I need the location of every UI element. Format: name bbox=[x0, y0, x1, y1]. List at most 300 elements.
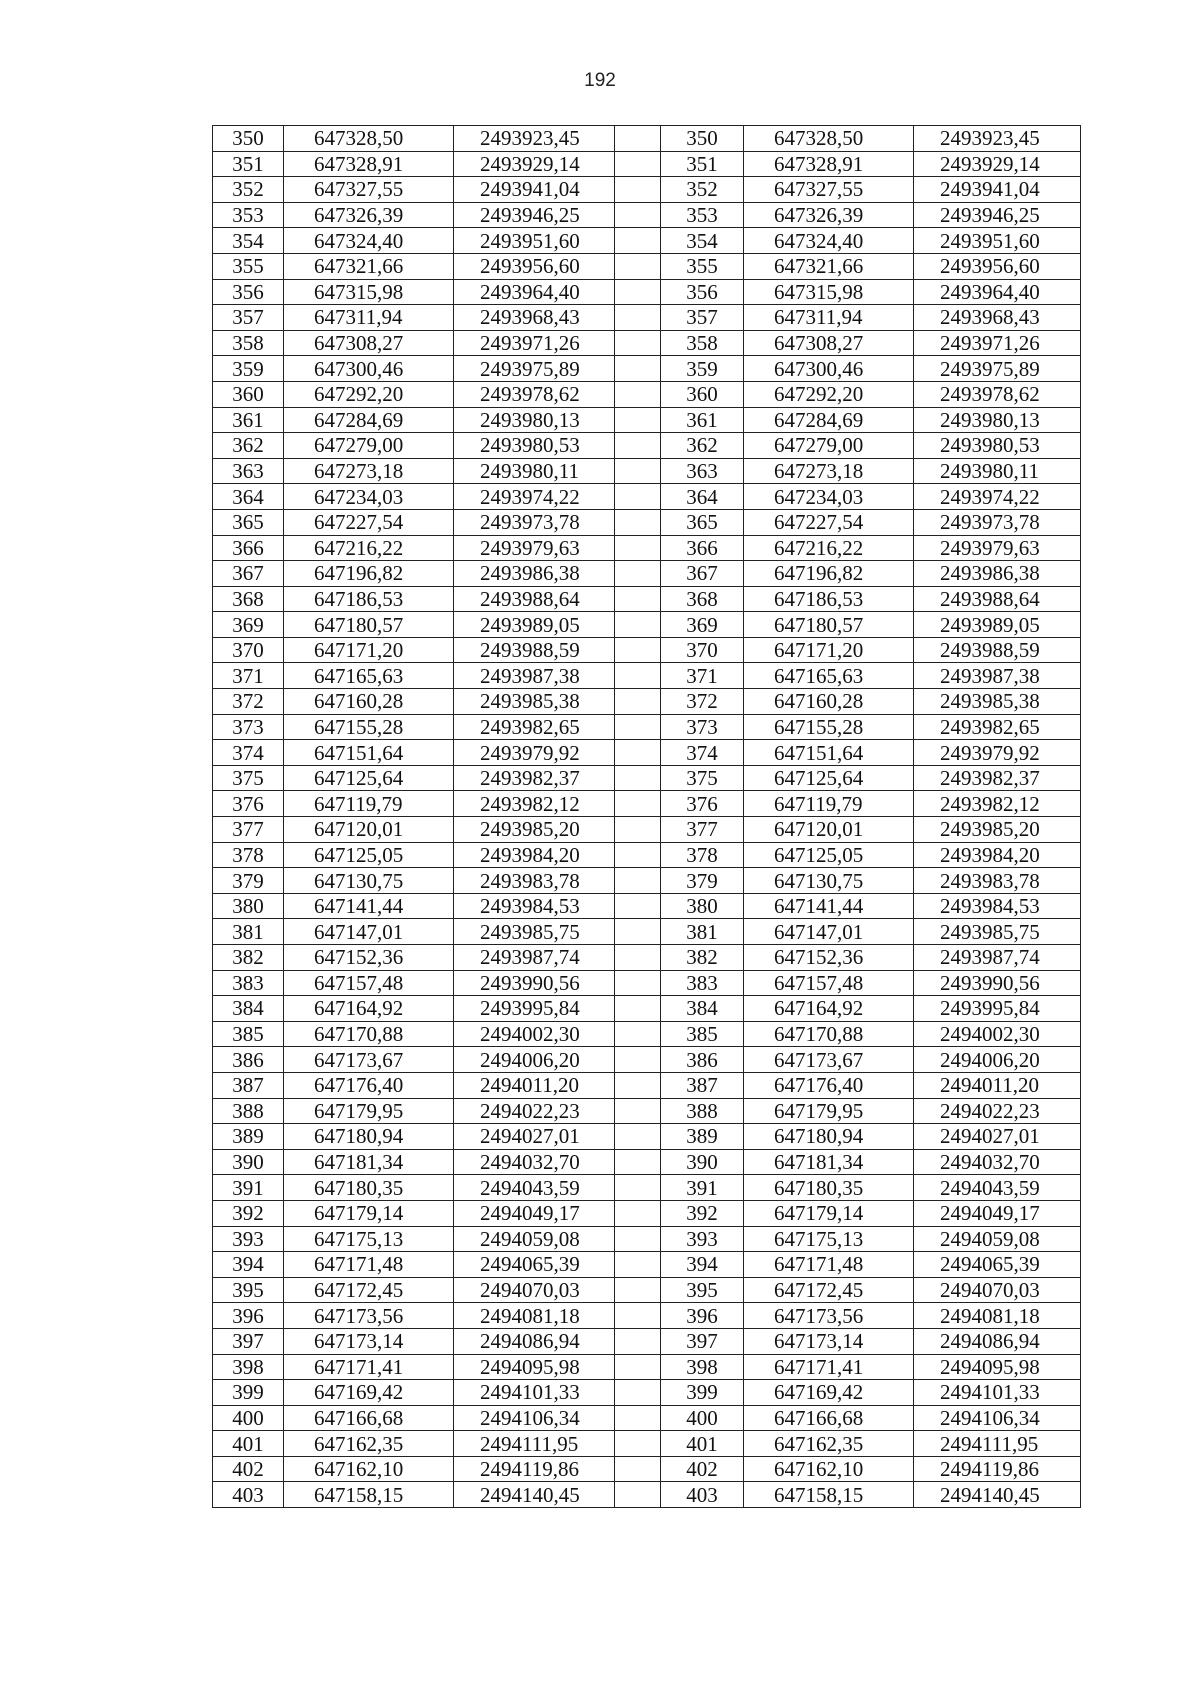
right-x-coordinate: 647180,94 bbox=[744, 1124, 914, 1150]
table-row bbox=[213, 1200, 1081, 1226]
table-row bbox=[213, 637, 1081, 663]
left-y-coordinate: 2493956,60 bbox=[454, 253, 615, 279]
left-y-coordinate: 2494106,34 bbox=[454, 1405, 615, 1431]
left-x-coordinate: 647328,91 bbox=[284, 151, 454, 177]
table-row bbox=[213, 612, 1081, 638]
right-y-coordinate: 2494027,01 bbox=[914, 1124, 1081, 1150]
left-x-coordinate: 647324,40 bbox=[284, 228, 454, 254]
right-point-number: 394 bbox=[661, 1252, 744, 1278]
left-x-coordinate: 647234,03 bbox=[284, 484, 454, 510]
empty-cell bbox=[615, 458, 661, 484]
right-point-number: 385 bbox=[661, 1021, 744, 1047]
table-row bbox=[213, 817, 1081, 843]
right-x-coordinate: 647311,94 bbox=[744, 305, 914, 331]
left-y-coordinate: 2493979,92 bbox=[454, 740, 615, 766]
left-y-coordinate: 2493980,11 bbox=[454, 458, 615, 484]
left-x-coordinate: 647125,64 bbox=[284, 765, 454, 791]
left-point-number: 373 bbox=[213, 714, 284, 740]
table-row bbox=[213, 356, 1081, 382]
left-x-coordinate: 647196,82 bbox=[284, 561, 454, 587]
empty-cell bbox=[615, 663, 661, 689]
left-x-coordinate: 647165,63 bbox=[284, 663, 454, 689]
left-y-coordinate: 2493987,74 bbox=[454, 945, 615, 971]
table-row bbox=[213, 126, 1081, 152]
right-point-number: 388 bbox=[661, 1098, 744, 1124]
left-point-number: 382 bbox=[213, 945, 284, 971]
left-point-number: 394 bbox=[213, 1252, 284, 1278]
left-y-coordinate: 2493995,84 bbox=[454, 996, 615, 1022]
left-y-coordinate: 2494140,45 bbox=[454, 1482, 615, 1508]
empty-cell bbox=[615, 919, 661, 945]
right-y-coordinate: 2493980,53 bbox=[914, 433, 1081, 459]
left-y-coordinate: 2494022,23 bbox=[454, 1098, 615, 1124]
right-y-coordinate: 2494049,17 bbox=[914, 1200, 1081, 1226]
left-x-coordinate: 647292,20 bbox=[284, 381, 454, 407]
right-point-number: 352 bbox=[661, 177, 744, 203]
empty-cell bbox=[615, 305, 661, 331]
table-row bbox=[213, 484, 1081, 510]
table-row bbox=[213, 842, 1081, 868]
right-point-number: 402 bbox=[661, 1456, 744, 1482]
left-point-number: 356 bbox=[213, 279, 284, 305]
table-row bbox=[213, 1405, 1081, 1431]
table-row bbox=[213, 1277, 1081, 1303]
right-point-number: 377 bbox=[661, 817, 744, 843]
left-x-coordinate: 647181,34 bbox=[284, 1149, 454, 1175]
left-point-number: 368 bbox=[213, 586, 284, 612]
right-y-coordinate: 2494106,34 bbox=[914, 1405, 1081, 1431]
right-x-coordinate: 647175,13 bbox=[744, 1226, 914, 1252]
table-row bbox=[213, 945, 1081, 971]
right-y-coordinate: 2493979,92 bbox=[914, 740, 1081, 766]
right-x-coordinate: 647227,54 bbox=[744, 509, 914, 535]
left-x-coordinate: 647180,57 bbox=[284, 612, 454, 638]
coordinates-table bbox=[212, 125, 1081, 1508]
left-y-coordinate: 2494059,08 bbox=[454, 1226, 615, 1252]
left-point-number: 362 bbox=[213, 433, 284, 459]
right-point-number: 393 bbox=[661, 1226, 744, 1252]
table-row bbox=[213, 330, 1081, 356]
empty-cell bbox=[615, 637, 661, 663]
table-row bbox=[213, 1021, 1081, 1047]
left-y-coordinate: 2493990,56 bbox=[454, 970, 615, 996]
empty-cell bbox=[615, 740, 661, 766]
left-point-number: 357 bbox=[213, 305, 284, 331]
right-y-coordinate: 2493988,59 bbox=[914, 637, 1081, 663]
left-y-coordinate: 2494101,33 bbox=[454, 1380, 615, 1406]
right-y-coordinate: 2493984,53 bbox=[914, 893, 1081, 919]
right-point-number: 389 bbox=[661, 1124, 744, 1150]
left-point-number: 378 bbox=[213, 842, 284, 868]
left-x-coordinate: 647155,28 bbox=[284, 714, 454, 740]
right-y-coordinate: 2493980,13 bbox=[914, 407, 1081, 433]
empty-cell bbox=[615, 1226, 661, 1252]
left-y-coordinate: 2493946,25 bbox=[454, 202, 615, 228]
empty-cell bbox=[615, 433, 661, 459]
right-x-coordinate: 647179,14 bbox=[744, 1200, 914, 1226]
left-x-coordinate: 647216,22 bbox=[284, 535, 454, 561]
empty-cell bbox=[615, 1277, 661, 1303]
left-x-coordinate: 647147,01 bbox=[284, 919, 454, 945]
table-row bbox=[213, 177, 1081, 203]
left-point-number: 389 bbox=[213, 1124, 284, 1150]
empty-cell bbox=[615, 1431, 661, 1457]
right-point-number: 368 bbox=[661, 586, 744, 612]
table-row bbox=[213, 919, 1081, 945]
table-row bbox=[213, 433, 1081, 459]
right-x-coordinate: 647162,35 bbox=[744, 1431, 914, 1457]
empty-cell bbox=[615, 1047, 661, 1073]
left-x-coordinate: 647141,44 bbox=[284, 893, 454, 919]
left-x-coordinate: 647171,41 bbox=[284, 1354, 454, 1380]
right-y-coordinate: 2494070,03 bbox=[914, 1277, 1081, 1303]
left-y-coordinate: 2494111,95 bbox=[454, 1431, 615, 1457]
right-y-coordinate: 2493984,20 bbox=[914, 842, 1081, 868]
left-y-coordinate: 2494081,18 bbox=[454, 1303, 615, 1329]
left-y-coordinate: 2494043,59 bbox=[454, 1175, 615, 1201]
right-x-coordinate: 647171,41 bbox=[744, 1354, 914, 1380]
right-y-coordinate: 2493985,75 bbox=[914, 919, 1081, 945]
empty-cell bbox=[615, 535, 661, 561]
right-x-coordinate: 647196,82 bbox=[744, 561, 914, 587]
right-x-coordinate: 647328,50 bbox=[744, 126, 914, 152]
left-point-number: 391 bbox=[213, 1175, 284, 1201]
table-row bbox=[213, 1431, 1081, 1457]
right-y-coordinate: 2493964,40 bbox=[914, 279, 1081, 305]
left-point-number: 370 bbox=[213, 637, 284, 663]
left-y-coordinate: 2493979,63 bbox=[454, 535, 615, 561]
left-x-coordinate: 647173,14 bbox=[284, 1328, 454, 1354]
left-point-number: 353 bbox=[213, 202, 284, 228]
right-y-coordinate: 2493973,78 bbox=[914, 509, 1081, 535]
left-x-coordinate: 647169,42 bbox=[284, 1380, 454, 1406]
left-point-number: 386 bbox=[213, 1047, 284, 1073]
empty-cell bbox=[615, 126, 661, 152]
left-x-coordinate: 647315,98 bbox=[284, 279, 454, 305]
right-point-number: 360 bbox=[661, 381, 744, 407]
left-x-coordinate: 647158,15 bbox=[284, 1482, 454, 1508]
table-row bbox=[213, 509, 1081, 535]
table-row bbox=[213, 1175, 1081, 1201]
empty-cell bbox=[615, 1200, 661, 1226]
left-x-coordinate: 647326,39 bbox=[284, 202, 454, 228]
right-x-coordinate: 647173,67 bbox=[744, 1047, 914, 1073]
table-row bbox=[213, 1124, 1081, 1150]
right-x-coordinate: 647141,44 bbox=[744, 893, 914, 919]
left-x-coordinate: 647172,45 bbox=[284, 1277, 454, 1303]
right-y-coordinate: 2493941,04 bbox=[914, 177, 1081, 203]
left-x-coordinate: 647164,92 bbox=[284, 996, 454, 1022]
empty-cell bbox=[615, 330, 661, 356]
right-y-coordinate: 2493974,22 bbox=[914, 484, 1081, 510]
right-y-coordinate: 2493988,64 bbox=[914, 586, 1081, 612]
right-y-coordinate: 2493929,14 bbox=[914, 151, 1081, 177]
right-y-coordinate: 2494119,86 bbox=[914, 1456, 1081, 1482]
right-x-coordinate: 647120,01 bbox=[744, 817, 914, 843]
right-y-coordinate: 2494101,33 bbox=[914, 1380, 1081, 1406]
table-row bbox=[213, 535, 1081, 561]
empty-cell bbox=[615, 356, 661, 382]
left-x-coordinate: 647125,05 bbox=[284, 842, 454, 868]
table-row bbox=[213, 1328, 1081, 1354]
right-point-number: 362 bbox=[661, 433, 744, 459]
right-point-number: 353 bbox=[661, 202, 744, 228]
left-x-coordinate: 647179,95 bbox=[284, 1098, 454, 1124]
left-point-number: 377 bbox=[213, 817, 284, 843]
left-point-number: 355 bbox=[213, 253, 284, 279]
table-row bbox=[213, 202, 1081, 228]
right-point-number: 350 bbox=[661, 126, 744, 152]
table-row bbox=[213, 561, 1081, 587]
left-point-number: 395 bbox=[213, 1277, 284, 1303]
empty-cell bbox=[615, 765, 661, 791]
right-x-coordinate: 647151,64 bbox=[744, 740, 914, 766]
right-y-coordinate: 2493956,60 bbox=[914, 253, 1081, 279]
right-point-number: 375 bbox=[661, 765, 744, 791]
empty-cell bbox=[615, 689, 661, 715]
left-x-coordinate: 647157,48 bbox=[284, 970, 454, 996]
left-point-number: 361 bbox=[213, 407, 284, 433]
empty-cell bbox=[615, 1405, 661, 1431]
left-y-coordinate: 2493980,53 bbox=[454, 433, 615, 459]
right-y-coordinate: 2493995,84 bbox=[914, 996, 1081, 1022]
left-y-coordinate: 2493973,78 bbox=[454, 509, 615, 535]
left-x-coordinate: 647166,68 bbox=[284, 1405, 454, 1431]
left-point-number: 374 bbox=[213, 740, 284, 766]
right-point-number: 390 bbox=[661, 1149, 744, 1175]
left-x-coordinate: 647179,14 bbox=[284, 1200, 454, 1226]
coordinates-table-body bbox=[213, 126, 1081, 1508]
right-x-coordinate: 647300,46 bbox=[744, 356, 914, 382]
right-y-coordinate: 2493982,37 bbox=[914, 765, 1081, 791]
right-point-number: 364 bbox=[661, 484, 744, 510]
empty-cell bbox=[615, 484, 661, 510]
right-y-coordinate: 2494002,30 bbox=[914, 1021, 1081, 1047]
left-y-coordinate: 2494049,17 bbox=[454, 1200, 615, 1226]
left-x-coordinate: 647162,10 bbox=[284, 1456, 454, 1482]
right-x-coordinate: 647173,56 bbox=[744, 1303, 914, 1329]
table-row bbox=[213, 458, 1081, 484]
left-point-number: 401 bbox=[213, 1431, 284, 1457]
right-y-coordinate: 2493985,20 bbox=[914, 817, 1081, 843]
right-point-number: 376 bbox=[661, 791, 744, 817]
left-y-coordinate: 2493985,38 bbox=[454, 689, 615, 715]
left-point-number: 385 bbox=[213, 1021, 284, 1047]
empty-cell bbox=[615, 202, 661, 228]
right-y-coordinate: 2493968,43 bbox=[914, 305, 1081, 331]
right-point-number: 398 bbox=[661, 1354, 744, 1380]
left-point-number: 352 bbox=[213, 177, 284, 203]
table-row bbox=[213, 253, 1081, 279]
empty-cell bbox=[615, 1456, 661, 1482]
right-x-coordinate: 647308,27 bbox=[744, 330, 914, 356]
right-x-coordinate: 647164,92 bbox=[744, 996, 914, 1022]
right-point-number: 357 bbox=[661, 305, 744, 331]
left-x-coordinate: 647311,94 bbox=[284, 305, 454, 331]
left-x-coordinate: 647171,48 bbox=[284, 1252, 454, 1278]
empty-cell bbox=[615, 1072, 661, 1098]
right-point-number: 365 bbox=[661, 509, 744, 535]
left-y-coordinate: 2494027,01 bbox=[454, 1124, 615, 1150]
table-row bbox=[213, 791, 1081, 817]
right-point-number: 354 bbox=[661, 228, 744, 254]
left-point-number: 383 bbox=[213, 970, 284, 996]
right-point-number: 387 bbox=[661, 1072, 744, 1098]
left-y-coordinate: 2493971,26 bbox=[454, 330, 615, 356]
empty-cell bbox=[615, 714, 661, 740]
left-point-number: 384 bbox=[213, 996, 284, 1022]
empty-cell bbox=[615, 893, 661, 919]
right-point-number: 381 bbox=[661, 919, 744, 945]
left-x-coordinate: 647160,28 bbox=[284, 689, 454, 715]
right-y-coordinate: 2493971,26 bbox=[914, 330, 1081, 356]
right-point-number: 361 bbox=[661, 407, 744, 433]
empty-cell bbox=[615, 817, 661, 843]
left-point-number: 366 bbox=[213, 535, 284, 561]
right-x-coordinate: 647166,68 bbox=[744, 1405, 914, 1431]
empty-cell bbox=[615, 228, 661, 254]
left-x-coordinate: 647176,40 bbox=[284, 1072, 454, 1098]
right-y-coordinate: 2494006,20 bbox=[914, 1047, 1081, 1073]
right-y-coordinate: 2494111,95 bbox=[914, 1431, 1081, 1457]
table-row bbox=[213, 868, 1081, 894]
left-point-number: 398 bbox=[213, 1354, 284, 1380]
table-row bbox=[213, 151, 1081, 177]
right-point-number: 356 bbox=[661, 279, 744, 305]
right-point-number: 391 bbox=[661, 1175, 744, 1201]
right-x-coordinate: 647169,42 bbox=[744, 1380, 914, 1406]
left-y-coordinate: 2494086,94 bbox=[454, 1328, 615, 1354]
right-x-coordinate: 647324,40 bbox=[744, 228, 914, 254]
right-x-coordinate: 647315,98 bbox=[744, 279, 914, 305]
left-x-coordinate: 647173,56 bbox=[284, 1303, 454, 1329]
left-y-coordinate: 2494070,03 bbox=[454, 1277, 615, 1303]
right-point-number: 382 bbox=[661, 945, 744, 971]
left-point-number: 375 bbox=[213, 765, 284, 791]
left-y-coordinate: 2493988,64 bbox=[454, 586, 615, 612]
left-y-coordinate: 2493929,14 bbox=[454, 151, 615, 177]
right-x-coordinate: 647147,01 bbox=[744, 919, 914, 945]
left-y-coordinate: 2493987,38 bbox=[454, 663, 615, 689]
left-y-coordinate: 2493941,04 bbox=[454, 177, 615, 203]
empty-cell bbox=[615, 1021, 661, 1047]
left-y-coordinate: 2493985,75 bbox=[454, 919, 615, 945]
right-point-number: 386 bbox=[661, 1047, 744, 1073]
right-x-coordinate: 647155,28 bbox=[744, 714, 914, 740]
left-y-coordinate: 2493964,40 bbox=[454, 279, 615, 305]
left-point-number: 390 bbox=[213, 1149, 284, 1175]
left-x-coordinate: 647120,01 bbox=[284, 817, 454, 843]
right-point-number: 378 bbox=[661, 842, 744, 868]
table-row bbox=[213, 1380, 1081, 1406]
table-row bbox=[213, 1072, 1081, 1098]
table-row bbox=[213, 1456, 1081, 1482]
left-point-number: 354 bbox=[213, 228, 284, 254]
left-x-coordinate: 647152,36 bbox=[284, 945, 454, 971]
right-y-coordinate: 2493951,60 bbox=[914, 228, 1081, 254]
right-x-coordinate: 647125,05 bbox=[744, 842, 914, 868]
right-x-coordinate: 647172,45 bbox=[744, 1277, 914, 1303]
left-point-number: 363 bbox=[213, 458, 284, 484]
right-x-coordinate: 647158,15 bbox=[744, 1482, 914, 1508]
left-point-number: 358 bbox=[213, 330, 284, 356]
left-y-coordinate: 2494095,98 bbox=[454, 1354, 615, 1380]
left-point-number: 376 bbox=[213, 791, 284, 817]
left-y-coordinate: 2493985,20 bbox=[454, 817, 615, 843]
right-y-coordinate: 2494032,70 bbox=[914, 1149, 1081, 1175]
right-point-number: 399 bbox=[661, 1380, 744, 1406]
left-y-coordinate: 2494065,39 bbox=[454, 1252, 615, 1278]
right-point-number: 372 bbox=[661, 689, 744, 715]
empty-cell bbox=[615, 1482, 661, 1508]
empty-cell bbox=[615, 381, 661, 407]
right-y-coordinate: 2494140,45 bbox=[914, 1482, 1081, 1508]
left-x-coordinate: 647284,69 bbox=[284, 407, 454, 433]
empty-cell bbox=[615, 177, 661, 203]
left-y-coordinate: 2493984,20 bbox=[454, 842, 615, 868]
table-row bbox=[213, 381, 1081, 407]
empty-cell bbox=[615, 586, 661, 612]
right-point-number: 396 bbox=[661, 1303, 744, 1329]
right-y-coordinate: 2493982,12 bbox=[914, 791, 1081, 817]
table-row bbox=[213, 305, 1081, 331]
right-y-coordinate: 2494011,20 bbox=[914, 1072, 1081, 1098]
empty-cell bbox=[615, 868, 661, 894]
right-x-coordinate: 647165,63 bbox=[744, 663, 914, 689]
right-y-coordinate: 2494081,18 bbox=[914, 1303, 1081, 1329]
empty-cell bbox=[615, 791, 661, 817]
right-y-coordinate: 2493982,65 bbox=[914, 714, 1081, 740]
empty-cell bbox=[615, 1328, 661, 1354]
right-x-coordinate: 647171,48 bbox=[744, 1252, 914, 1278]
right-x-coordinate: 647170,88 bbox=[744, 1021, 914, 1047]
left-point-number: 397 bbox=[213, 1328, 284, 1354]
empty-cell bbox=[615, 509, 661, 535]
left-point-number: 351 bbox=[213, 151, 284, 177]
right-x-coordinate: 647125,64 bbox=[744, 765, 914, 791]
right-x-coordinate: 647171,20 bbox=[744, 637, 914, 663]
left-point-number: 379 bbox=[213, 868, 284, 894]
left-x-coordinate: 647227,54 bbox=[284, 509, 454, 535]
right-x-coordinate: 647273,18 bbox=[744, 458, 914, 484]
right-y-coordinate: 2493986,38 bbox=[914, 561, 1081, 587]
table-row bbox=[213, 1482, 1081, 1508]
right-x-coordinate: 647173,14 bbox=[744, 1328, 914, 1354]
empty-cell bbox=[615, 1149, 661, 1175]
right-x-coordinate: 647327,55 bbox=[744, 177, 914, 203]
table-row bbox=[213, 689, 1081, 715]
left-point-number: 380 bbox=[213, 893, 284, 919]
right-y-coordinate: 2493978,62 bbox=[914, 381, 1081, 407]
empty-cell bbox=[615, 279, 661, 305]
left-point-number: 388 bbox=[213, 1098, 284, 1124]
right-y-coordinate: 2493946,25 bbox=[914, 202, 1081, 228]
right-point-number: 370 bbox=[661, 637, 744, 663]
left-y-coordinate: 2494006,20 bbox=[454, 1047, 615, 1073]
right-y-coordinate: 2493987,74 bbox=[914, 945, 1081, 971]
left-y-coordinate: 2493983,78 bbox=[454, 868, 615, 894]
right-x-coordinate: 647326,39 bbox=[744, 202, 914, 228]
empty-cell bbox=[615, 1124, 661, 1150]
table-row bbox=[213, 970, 1081, 996]
right-x-coordinate: 647321,66 bbox=[744, 253, 914, 279]
table-row bbox=[213, 996, 1081, 1022]
right-x-coordinate: 647284,69 bbox=[744, 407, 914, 433]
right-y-coordinate: 2493985,38 bbox=[914, 689, 1081, 715]
table-row bbox=[213, 740, 1081, 766]
table-row bbox=[213, 586, 1081, 612]
right-point-number: 379 bbox=[661, 868, 744, 894]
